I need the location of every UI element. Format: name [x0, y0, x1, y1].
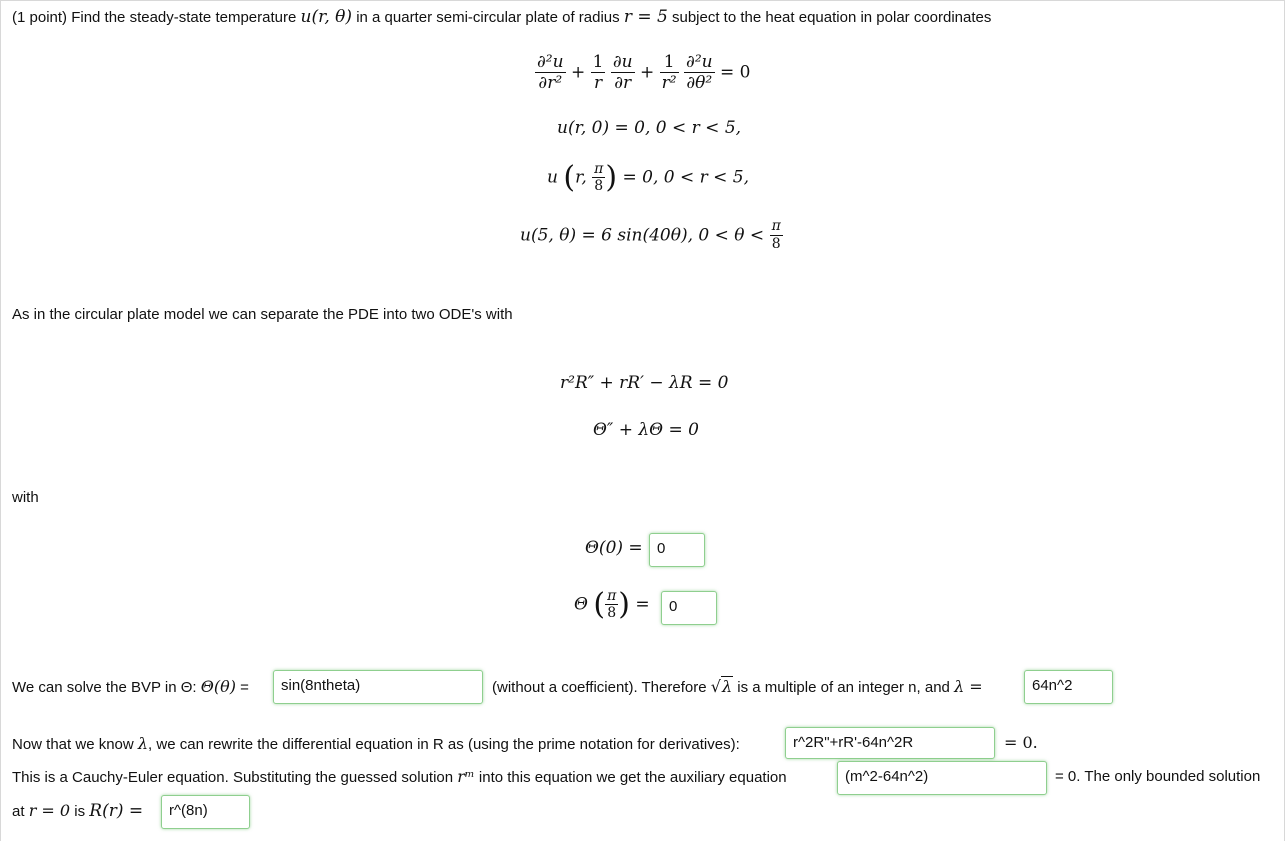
- r-de-suffix: = 0.: [1004, 733, 1038, 752]
- theta-ode: Θ″ + λΘ = 0: [593, 420, 699, 440]
- u-expression: u(r, θ): [300, 7, 353, 27]
- pde-term-3: $\frac{\text{∂²u}}{\text{∂θ²}}$: [686, 52, 713, 93]
- lambda-equals: λ =: [954, 677, 983, 696]
- bvp-prefix: We can solve the BVP in Θ: Θ(θ) =: [12, 677, 249, 696]
- cauchy-text-end: = 0. The only bounded solution: [1055, 768, 1261, 785]
- pi-over-8: $\frac{\pi}{8}$: [594, 161, 604, 194]
- problem-statement: [12, 8, 991, 27]
- theta-function: Θ(θ): [200, 677, 236, 696]
- intro-text: Find the steady-state temperature: [71, 9, 297, 26]
- pi-over-8-bc3: $\frac{\pi}{8}$: [771, 218, 781, 252]
- intro-end-text: subject to the heat equation in polar coordinates: [671, 9, 992, 26]
- cauchy-text: This is a Cauchy-Euler equation. Substituting the guessed solution rᵐ into this equation we get the auxiliary equation: [12, 767, 787, 786]
- r-de-text: Now that we know λ, we can rewrite the differential equation in R as (using the prime notation for derivatives):: [12, 734, 740, 753]
- with-text: with: [12, 489, 39, 506]
- pde-equation: $\frac{\text{∂²u}}{\text{∂r²}}$ + $\frac{1}{r}$ $\frac{\partial u}{\partial r}$ + $\frac{1}{\text{r²}}$ $\frac{\text{∂²u}}{\text{∂θ²}}$ = 0: [537, 52, 751, 93]
- bounded-solution-text: at r = 0 is R(r) =: [12, 801, 144, 821]
- boundary-condition-2: u (r, $\frac{\pi}{8}$ ) = 0, 0 < r < 5,: [547, 160, 750, 195]
- radius-expression: r = 5: [623, 7, 668, 27]
- intro-mid-text: in a quarter semi-circular plate of radius: [356, 9, 620, 26]
- boundary-condition-1: u(r, 0) = 0, 0 < r < 5,: [557, 118, 742, 138]
- pde-term-2: $\frac{\partial u}{\partial r}$: [612, 52, 633, 93]
- guess-expression: rᵐ: [457, 767, 475, 786]
- bvp-middle: (without a coefficient). Therefore √λ is a multiple of an integer n, and λ =: [492, 677, 983, 696]
- points-label: (1 point): [12, 9, 68, 26]
- theta-bc0-label: Θ(0) =: [585, 538, 643, 558]
- theta-bc-pi-label: Θ ( $\frac{\pi}{8}$ ) =: [574, 587, 650, 622]
- r-de-answer[interactable]: r^2R"+rR'-64n^2R: [785, 727, 995, 759]
- theta-bc0-answer[interactable]: 0: [649, 533, 705, 567]
- sqrt-lambda: √λ: [710, 677, 733, 696]
- r-ode: r²R″ + rR′ − λR = 0: [560, 373, 729, 393]
- separation-text: As in the circular plate model we can separate the PDE into two ODE's with: [12, 306, 513, 323]
- lambda-answer[interactable]: 64n^2: [1024, 670, 1113, 704]
- pde-term-1: $\frac{\text{∂²u}}{\text{∂r²}}$: [537, 52, 564, 93]
- pde-coef-3: $\frac{1}{\text{r²}}$: [661, 52, 677, 93]
- r-solution-answer[interactable]: r^(8n): [161, 795, 250, 829]
- auxiliary-equation-answer[interactable]: (m^2-64n^2): [837, 761, 1047, 795]
- theta-solution-answer[interactable]: sin(8ntheta): [273, 670, 483, 704]
- boundary-condition-3: u(5, θ) = 6 sin(40θ), 0 < θ < $\frac{\pi}{8}$: [520, 218, 781, 252]
- pi-over-8-theta: $\frac{\pi}{8}$: [607, 588, 617, 621]
- pde-coef-2: $\frac{1}{r}$: [592, 52, 604, 93]
- theta-bc-pi-answer[interactable]: 0: [661, 591, 717, 625]
